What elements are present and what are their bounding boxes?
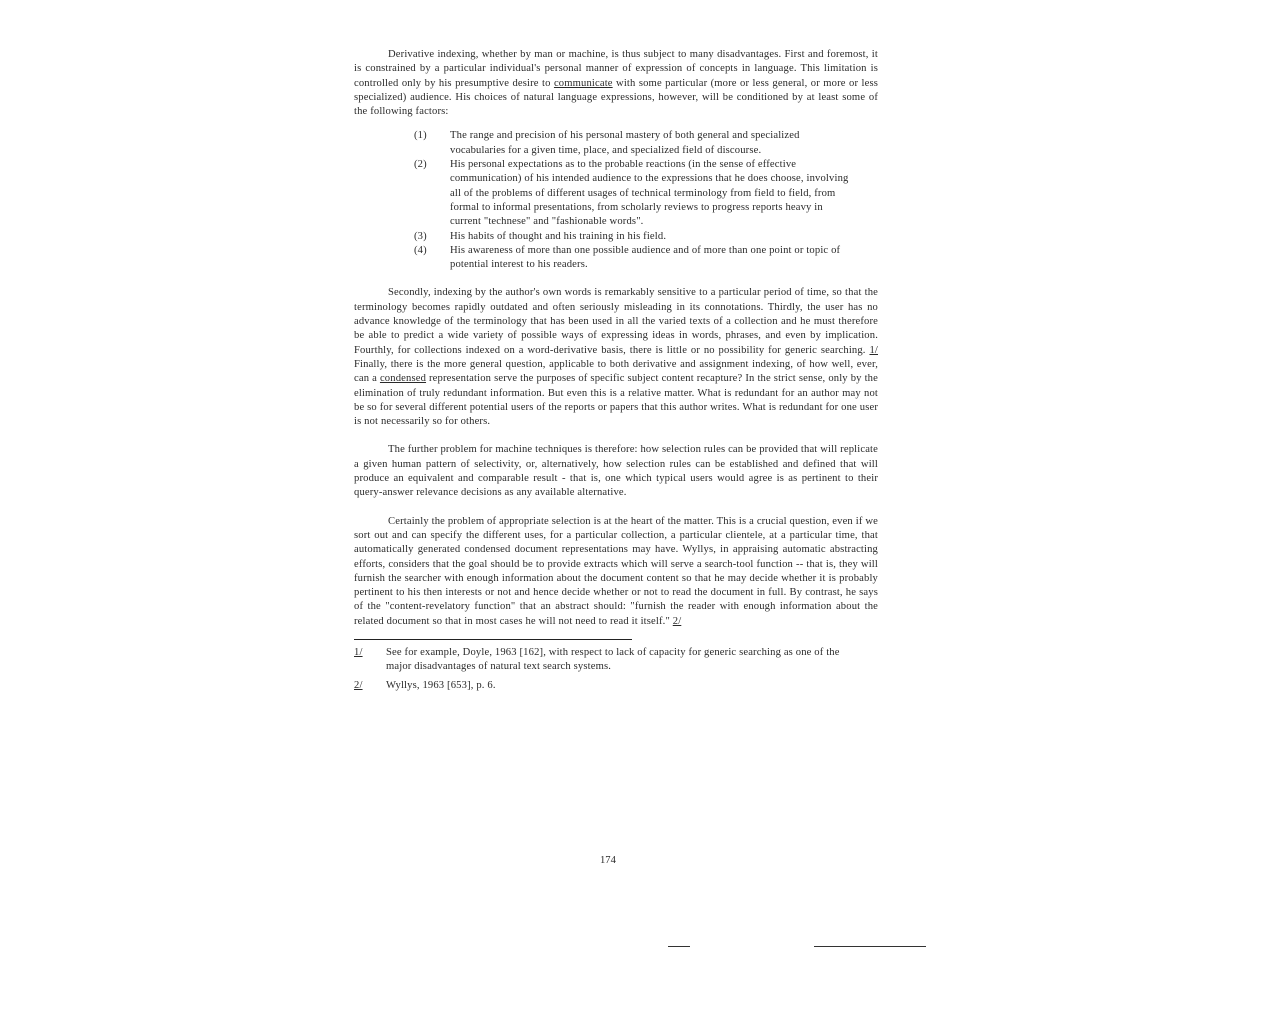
list-number: (1) bbox=[414, 130, 427, 142]
list-number: (2) bbox=[414, 159, 427, 171]
paragraph-selection: Certainly the problem of appropriate selection is at the heart of the matter. This is a crucial question, even if we sort out and can specify the different uses, for a particular collection, a particular clientele, at a particular time, that automatically generated condensed document representations may have. Wyllys, in appraising automatic abstracting efforts, considers that the goal should be to provide extracts which will serve a search-tool function -- that is, they will furnish the searcher with enough information about the document content so that he may decide whether it is probably pertinent to his then interests or not and hence decide whether or not to read the document in full. By contrast, he says of the "content-revelatory function" that an abstract should: "furnish the reader with enough information about the related document so that in most cases he will not need to read it itself." 2/ bbox=[354, 515, 878, 627]
list-item bbox=[354, 230, 878, 244]
footnote-reference-1: 1/ bbox=[869, 344, 878, 356]
footnote bbox=[354, 679, 878, 693]
footnote-text: Wyllys, 1963 [653], p. 6. bbox=[386, 679, 496, 691]
scan-mark-line bbox=[814, 946, 926, 947]
underlined-word-condensed: condensed bbox=[379, 373, 427, 385]
underlined-word-communicate: communicate bbox=[553, 77, 613, 89]
list-text: His habits of thought and his training in his field. bbox=[450, 230, 667, 242]
document-page bbox=[354, 48, 878, 697]
list-text: His awareness of more than one possible audience and of more than one point or topic of potential interest to his readers. bbox=[450, 244, 841, 271]
footnote bbox=[354, 646, 878, 675]
footnote-divider bbox=[354, 639, 632, 640]
list-item bbox=[354, 158, 878, 229]
footnote-text: See for example, Doyle, 1963 [162], with respect to lack of capacity for generic searching as one of the major disadvantages of natural text search systems. bbox=[386, 646, 840, 673]
list-text: His personal expectations as to the probable reactions (in the sense of effective communication) of his intended audience to the expressions that he does choose, involving all of the problems of different usages of technical terminology from field to field, from formal to informal presentations, from scholarly reviews to progress reports heavy in current "technese" and "fashionable words". bbox=[450, 159, 849, 228]
list-text: The range and precision of his personal mastery of both general and specialized vocabularies for a given time, place, and specialized field of discourse. bbox=[450, 130, 800, 156]
list-number: (4) bbox=[414, 244, 427, 256]
list-number: (3) bbox=[414, 230, 427, 242]
list-item bbox=[354, 129, 878, 158]
page-number: 174 bbox=[600, 855, 616, 866]
factors-list bbox=[354, 129, 878, 272]
footnote-mark: 1/ bbox=[354, 646, 363, 658]
footnote-mark: 2/ bbox=[354, 679, 363, 691]
footnote-reference-2: 2/ bbox=[672, 615, 682, 627]
paragraph-secondly: Secondly, indexing by the author's own words is remarkably sensitive to a particular period of time, so that the terminology becomes rapidly outdated and often seriously misleading in its connotations. Thirdly, the user has no advance knowledge of the terminology that has been used in all the varied texts of a collection and he must therefore be able to predict a wide variety of possible ways of expressing ideas in words, phrases, and even by implication. Fourthly, for collections indexed on a word-derivative basis, there is little or no possibility for generic searching. 1/ Finally, there is the more general question, applicable to both derivative and assignment indexing, of how well, ever, can a condensed representation serve the purposes of specific subject content recapture? In the strict sense, only by the elimination of truly redundant information. But even this is a relative matter. What is redundant for an author may not be so for several different potential users of the reports or papers that this author writes. What is redundant for one user is not necessarily so for others. bbox=[354, 287, 878, 428]
list-item bbox=[354, 244, 878, 273]
scan-mark-line bbox=[668, 946, 690, 947]
paragraph-derivative-indexing: Derivative indexing, whether by man or machine, is thus subject to many disadvantages. First and foremost, it is constrained by a particular individual's personal manner of expression of concepts in language. This limitation is controlled only by his presumptive desire to communicate with some particular (more or less general, or more or less specialized) audience. His choices of natural language expressions, however, will be conditioned by at least some of the following factors: bbox=[354, 49, 878, 118]
paragraph-further-problem: The further problem for machine techniques is therefore: how selection rules can be provided that will replicate a given human pattern of selectivity, or, alternatively, how selection rules can be established and defined that will produce an equivalent and comparable result - that is, one which typical users would agree is as pertinent to their query-answer relevance decisions as any available alternative. bbox=[354, 444, 878, 499]
